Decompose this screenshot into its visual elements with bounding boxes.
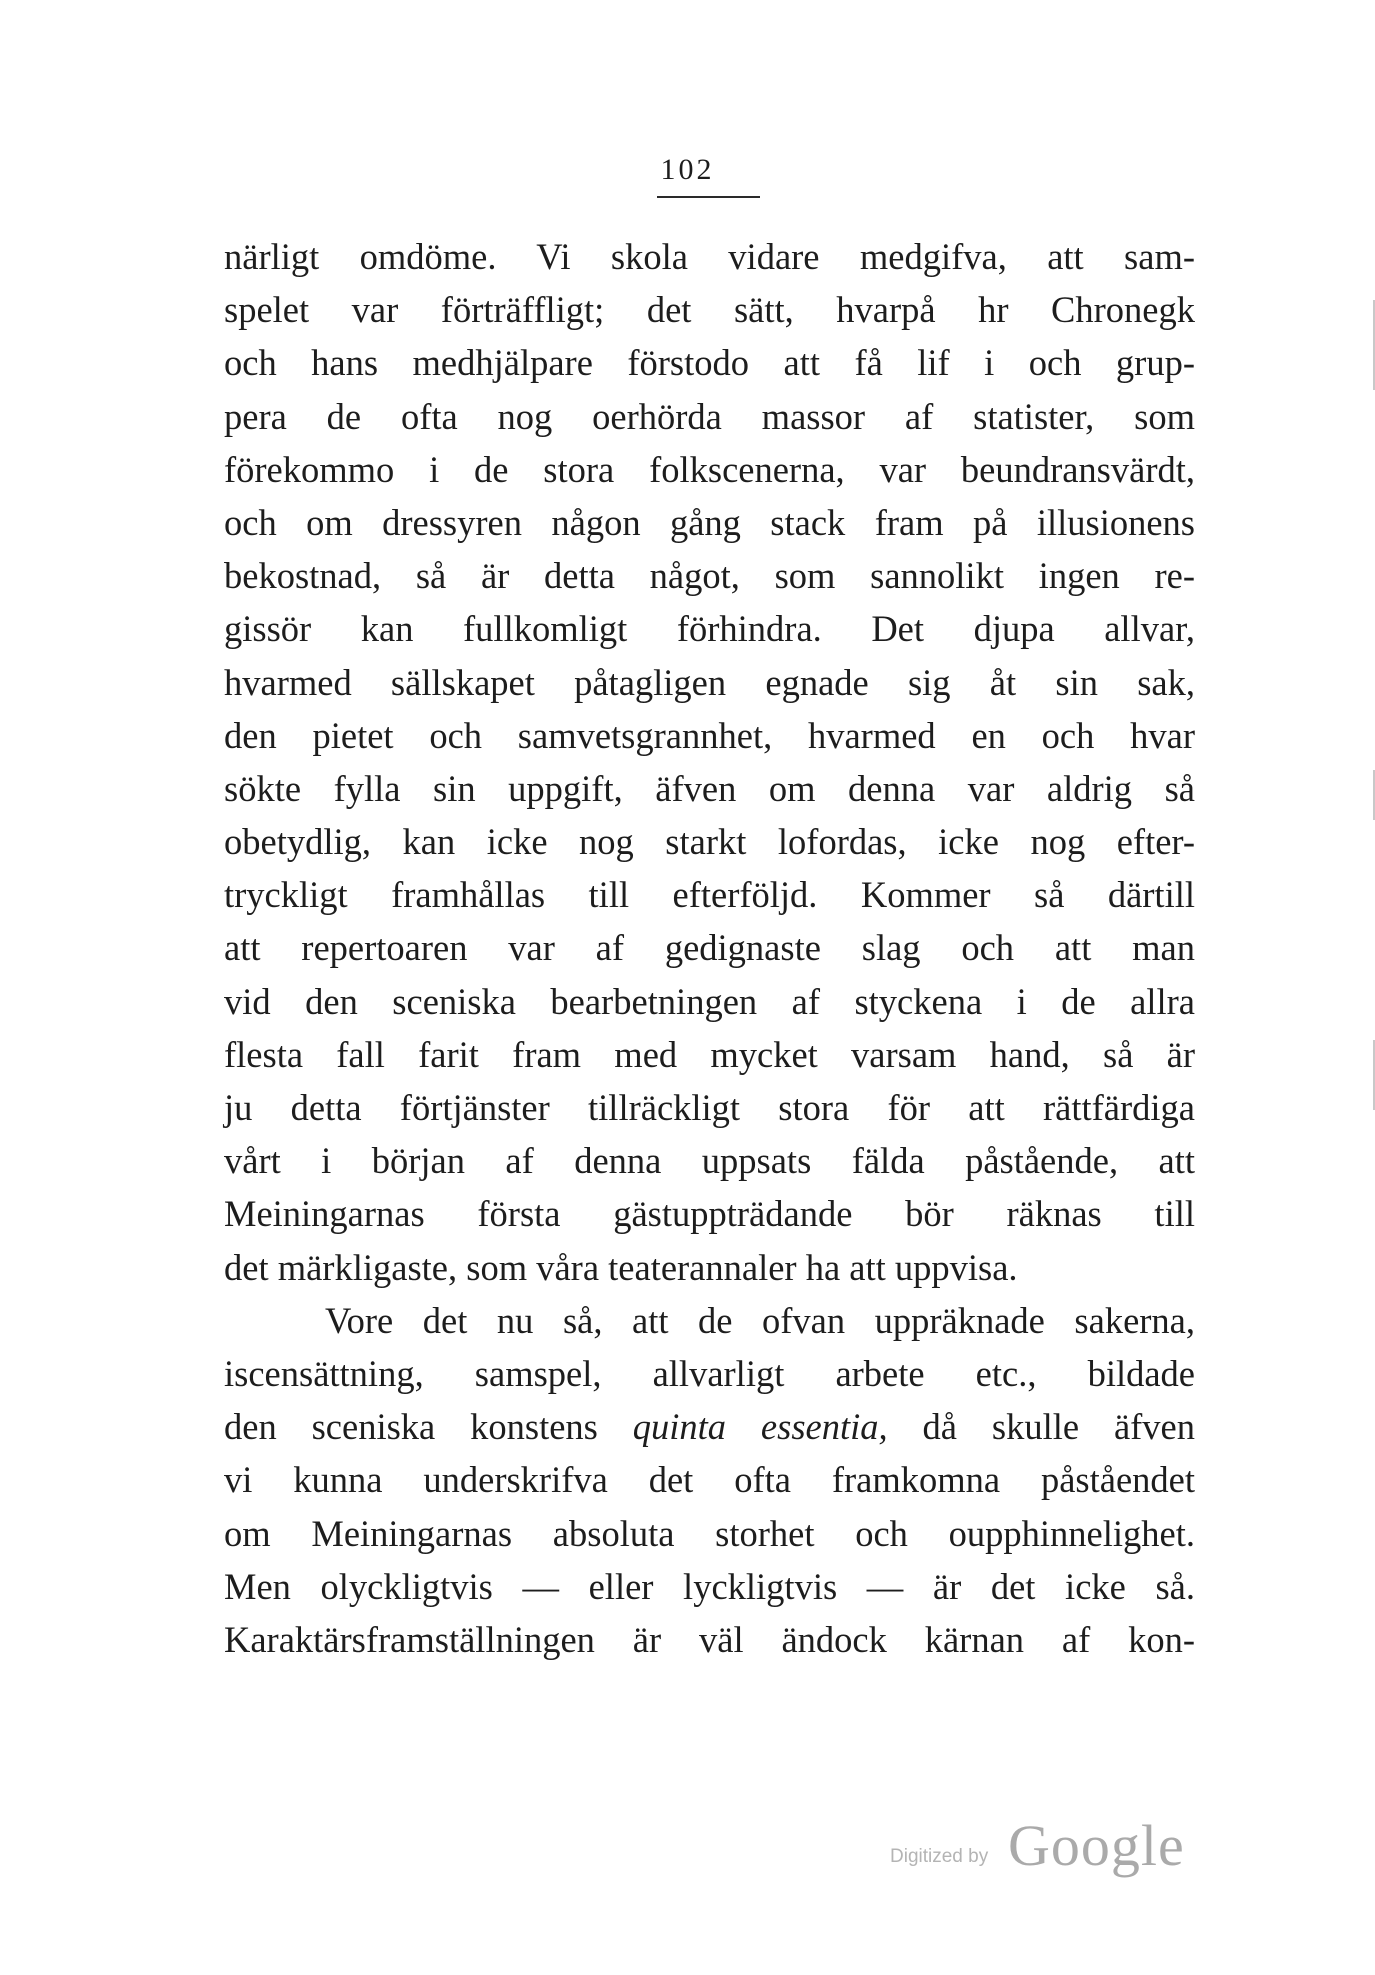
digitized-watermark	[890, 1812, 1190, 1882]
text-span: då skulle äfven	[887, 1406, 1196, 1448]
text-line: bekostnad, så är detta något, som sannolikt ingen re-	[224, 555, 1195, 597]
text-line: iscensättning, samspel, allvarligt arbete etc., bildade	[224, 1352, 1195, 1394]
text-line: Karaktärsframställningen är väl ändock kärnan af kon-	[224, 1618, 1195, 1660]
text-line-with-italic	[224, 1400, 1195, 1453]
text-line: att repertoaren var af gedignaste slag och att man	[224, 927, 1195, 969]
text-line: flesta fall farit fram med mycket varsam hand, så är	[224, 1033, 1195, 1075]
text-line: och om dressyren någon gång stack fram på illusionens	[224, 501, 1195, 543]
text-line: sökte fylla sin uppgift, äfven om denna var aldrig så	[224, 767, 1195, 809]
google-logo: Google	[1008, 1813, 1185, 1878]
text-line: vid den sceniska bearbetningen af styckena i de allra	[224, 980, 1195, 1022]
text-line: närligt omdöme. Vi skola vidare medgifva, att sam-	[224, 236, 1195, 277]
text-line: ju detta förtjänster tillräckligt stora för att rättfärdiga	[224, 1087, 1195, 1128]
text-line: spelet var förträffligt; det sätt, hvarpå hr Chronegk	[224, 289, 1195, 331]
text-line: förekommo i de stora folkscenerna, var beundransvärdt,	[224, 448, 1195, 490]
text-line: det märkligaste, som våra teaterannaler ha att uppvisa.	[224, 1246, 1018, 1288]
text-line: och hans medhjälpare förstodo att få lif i och grup-	[224, 342, 1195, 384]
text-line: Men olyckligtvis — eller lyckligtvis — är det icke så.	[224, 1565, 1195, 1607]
page-number: 102	[660, 153, 715, 186]
text-line: obetydlig, kan icke nog starkt lofordas, icke nog efter-	[224, 821, 1195, 863]
text-line: hvarmed sällskapet påtagligen egnade sig åt sin sak,	[224, 661, 1195, 703]
italic-phrase: quinta essentia,	[632, 1406, 888, 1448]
text-line: Vore det nu så, att de ofvan uppräknade sakerna,	[325, 1299, 1195, 1341]
text-line: gissör kan fullkomligt förhindra. Det djupa allvar,	[224, 608, 1195, 650]
text-line: om Meiningarnas absoluta storhet och oupphinnelighet.	[224, 1512, 1195, 1554]
page-number-rule	[657, 196, 760, 198]
text-line: vårt i början af denna uppsats fälda påstående, att	[224, 1140, 1195, 1182]
text-line: vi kunna underskrifva det ofta framkomna påståendet	[224, 1459, 1195, 1501]
text-line: Meiningarnas första gästuppträdande bör räknas till	[224, 1193, 1195, 1235]
text-line: tryckligt framhållas till efterföljd. Kommer så därtill	[224, 874, 1195, 916]
text-span: den sceniska konstens	[224, 1406, 633, 1448]
body-text	[224, 230, 1195, 1666]
digitized-by-label: Digitized by	[890, 1846, 989, 1867]
text-line: den pietet och samvetsgrannhet, hvarmed en och hvar	[224, 714, 1195, 756]
text-line: pera de ofta nog oerhörda massor af statister, som	[224, 395, 1195, 437]
